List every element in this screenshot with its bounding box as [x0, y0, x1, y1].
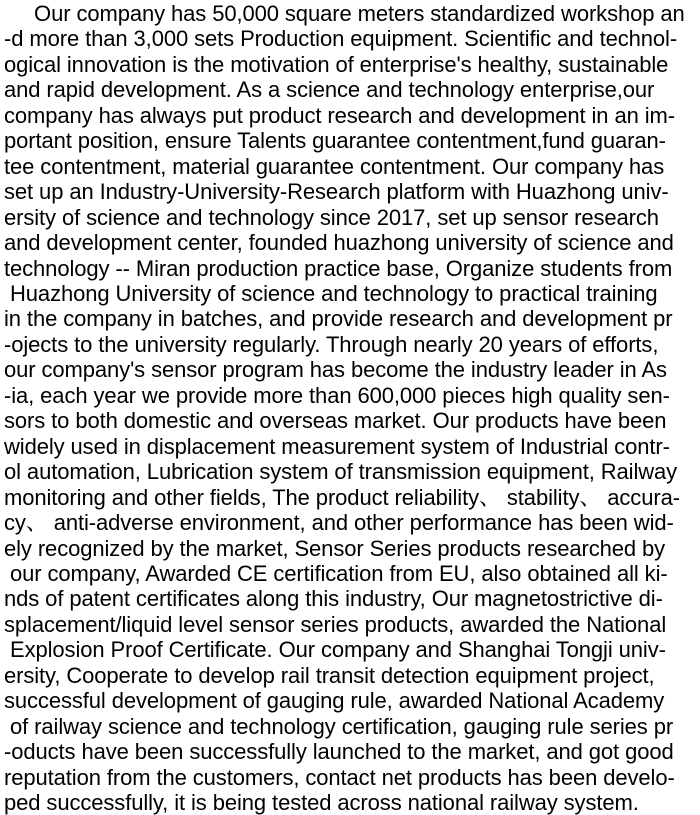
text-line: set up an Industry-University-Research platform with Huazhong univ-: [4, 179, 669, 205]
text-line: reputation from the customers, contact net products has been develo-: [4, 764, 675, 790]
text-line: ersity, Cooperate to develop rail transit detection equipment project,: [4, 662, 655, 688]
text-line: Explosion Proof Certificate. Our company and Shanghai Tongji univ-: [4, 637, 666, 663]
text-line: ersity of science and technology since 2017, set up sensor research: [4, 204, 659, 230]
text-line: widely used in displacement measurement system of Industrial contr-: [4, 433, 670, 459]
text-line: and rapid development. As a science and technology enterprise,our: [4, 77, 655, 103]
text-line: successful development of gauging rule, awarded National Academy: [4, 688, 665, 714]
text-line: our company's sensor program has become the industry leader in As: [4, 357, 667, 383]
text-line: of railway science and technology certification, gauging rule series pr: [4, 713, 674, 739]
text-line: in the company in batches, and provide research and development pr: [4, 306, 673, 332]
text-line: and development center, founded huazhong university of science and: [4, 230, 674, 256]
text-line: portant position, ensure Talents guarantee contentment,fund guaran-: [4, 128, 666, 154]
text-line: splacement/liquid level sensor series products, awarded the National: [4, 611, 667, 637]
text-line: -ia, each year we provide more than 600,000 pieces high quality sen-: [4, 382, 670, 408]
text-line: nds of patent certificates along this industry, Our magnetostrictive di-: [4, 586, 663, 612]
text-line: tee contentment, material guarantee contentment. Our company has: [4, 153, 665, 179]
text-line: our company, Awarded CE certification from EU, also obtained all ki-: [4, 560, 668, 586]
text-line: Huazhong University of science and technology to practical training: [4, 280, 658, 306]
text-line: -oducts have been successfully launched to the market, and got good: [4, 739, 674, 765]
text-line: ped successfully, it is being tested across national railway system.: [4, 790, 639, 815]
text-line: -d more than 3,000 sets Production equipment. Scientific and technol-: [4, 26, 678, 52]
text-line: sors to both domestic and overseas market. Our products have been: [4, 408, 667, 434]
text-line: technology -- Miran production practice base, Organize students from: [4, 255, 673, 281]
text-line: ogical innovation is the motivation of enterprise's healthy, sustainable: [4, 51, 669, 77]
company-profile-paragraph: [4, 1, 700, 815]
text-line: Our company has 50,000 square meters standardized workshop an: [4, 1, 685, 26]
text-line: cy、 anti-adverse environment, and other performance has been wid-: [4, 510, 674, 536]
text-line: -ojects to the university regularly. Through nearly 20 years of efforts,: [4, 331, 659, 357]
text-line: ol automation, Lubrication system of transmission equipment, Railway: [4, 459, 678, 485]
text-line: ely recognized by the market, Sensor Series products researched by: [4, 535, 666, 561]
text-line: monitoring and other fields, The product reliability、 stability、 accura-: [4, 484, 680, 510]
text-line: company has always put product research and development in an im-: [4, 102, 675, 128]
